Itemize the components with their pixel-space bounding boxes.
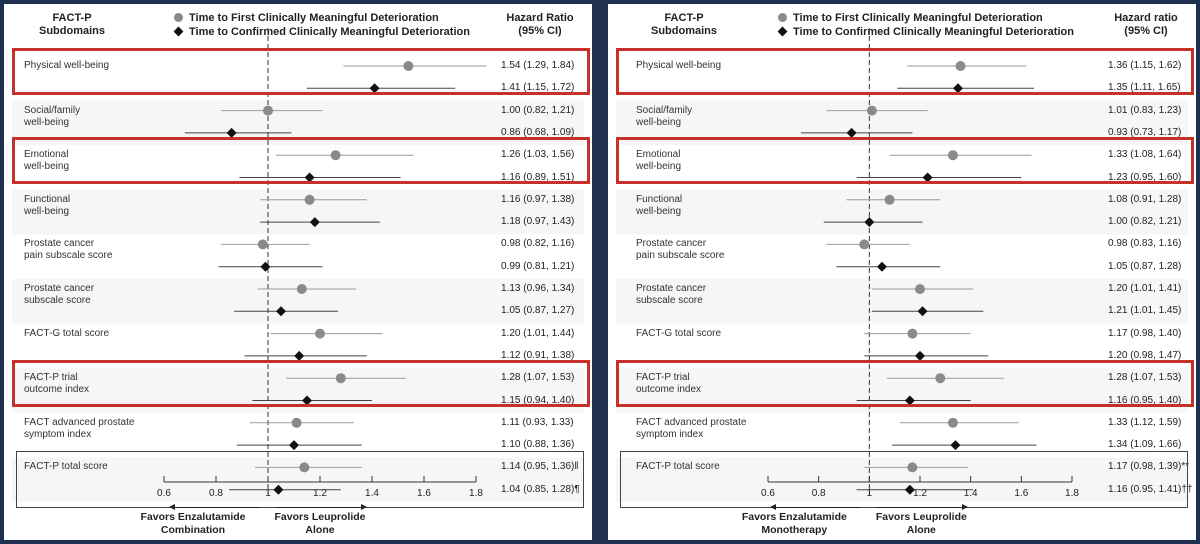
column-header-hazard-ratio: Hazard Ratio (95% CI): [506, 12, 574, 37]
row-label: Physical well-being: [24, 60, 110, 71]
confirmed-point: [877, 262, 887, 272]
first-hr-text: 0.98 (0.83, 1.16): [1108, 238, 1182, 250]
highlight-box: [616, 360, 1194, 407]
x-tick-label: 1.4: [963, 488, 978, 499]
favors-right-label: Favors Leuprolide Alone: [274, 511, 366, 536]
first-hr-text: 1.00 (0.82, 1.21): [501, 104, 575, 116]
x-tick-label: 0.8: [209, 488, 223, 499]
x-tick-label: 1: [265, 488, 271, 499]
row-label: Social/family well-being: [636, 104, 693, 128]
first-hr-text: 1.17 (0.98, 1.40): [1108, 327, 1182, 339]
confirmed-point: [950, 440, 960, 450]
total-score-box: [16, 451, 584, 508]
row-label: Functional well-being: [24, 193, 71, 217]
first-point: [292, 418, 302, 428]
highlight-box: [616, 137, 1194, 184]
confirmed-hr-text: 1.10 (0.88, 1.36): [501, 439, 575, 451]
confirmed-hr-text: 1.05 (0.87, 1.28): [1108, 260, 1182, 272]
first-point: [948, 418, 958, 428]
first-hr-text: 1.54 (1.29, 1.84): [501, 60, 575, 71]
x-tick-label: 1.6: [1014, 488, 1029, 499]
favors-left-label: Favors Enzalutamide Monotherapy: [741, 511, 847, 536]
first-point: [907, 329, 917, 339]
confirmed-hr-text: 1.21 (1.01, 1.45): [1108, 305, 1182, 317]
first-hr-text: 1.28 (1.07, 1.53): [1108, 372, 1182, 384]
row-label: Social/family well-being: [24, 104, 81, 128]
row-label: Prostate cancer pain subscale score: [24, 238, 113, 262]
x-tick-label: 0.8: [811, 488, 826, 499]
favors-left-arrow: [170, 507, 260, 508]
favors-left-label: Favors Enzalutamide Combination: [140, 511, 246, 536]
column-header-subdomains: FACT-P Subdomains: [650, 12, 717, 37]
first-hr-text: 1.11 (0.93, 1.33): [501, 416, 574, 428]
confirmed-hr-text: 1.18 (0.97, 1.43): [501, 216, 575, 228]
x-tick-label: 1.8: [1065, 488, 1079, 499]
highlight-box: [12, 137, 590, 184]
first-hr-text: 1.20 (1.01, 1.41): [1108, 283, 1182, 294]
first-point: [263, 106, 273, 116]
first-hr-text: 1.01 (0.83, 1.23): [1108, 104, 1182, 116]
row-label: FACT-P total score: [24, 461, 108, 473]
column-header-subdomains: FACT-P Subdomains: [38, 12, 105, 37]
first-point: [315, 329, 325, 339]
row-label: FACT-P total score: [636, 461, 720, 473]
forest-panel-combination: [4, 4, 592, 540]
first-hr-text: 1.17 (0.98, 1.39)**: [1108, 461, 1190, 473]
highlight-box: [616, 48, 1194, 95]
confirmed-hr-text: 1.16 (0.89, 1.51): [501, 171, 575, 183]
confirmed-hr-text: 1.12 (0.91, 1.38): [501, 349, 575, 361]
confirmed-point: [289, 440, 299, 450]
legend-label: Time to First Clinically Meaningful Deterioration: [189, 12, 439, 24]
first-hr-text: 1.36 (1.15, 1.62): [1108, 60, 1182, 71]
row-label: Prostate cancer pain subscale score: [636, 238, 725, 262]
legend-label: Time to Confirmed Clinically Meaningful Deterioration: [189, 26, 470, 38]
confirmed-hr-text: 1.20 (0.98, 1.47): [1108, 349, 1182, 361]
x-tick-label: 1.2: [913, 488, 927, 499]
confirmed-hr-text: 1.15 (0.94, 1.40): [501, 394, 575, 406]
confirmed-hr-text: 1.16 (0.95, 1.40): [1108, 394, 1182, 406]
favors-right-label: Favors Leuprolide Alone: [875, 511, 967, 536]
row-label: FACT-G total score: [24, 327, 110, 339]
row-label: Emotional well-being: [24, 149, 70, 173]
first-point: [297, 284, 307, 294]
forest-panel-monotherapy: [608, 4, 1196, 540]
first-point: [258, 239, 268, 249]
first-hr-text: 1.28 (1.07, 1.53): [501, 372, 575, 384]
x-tick-label: 1.2: [313, 488, 327, 499]
confirmed-hr-text: 1.04 (0.85, 1.28)¶: [501, 483, 580, 495]
legend-label: Time to Confirmed Clinically Meaningful Deterioration: [793, 26, 1074, 38]
confirmed-hr-text: 1.34 (1.09, 1.66): [1108, 439, 1182, 451]
row-label: Physical well-being: [636, 60, 722, 71]
confirmed-hr-text: 1.16 (0.95, 1.41)††: [1108, 483, 1193, 495]
x-tick-label: 1: [866, 488, 873, 499]
first-hr-text: 1.08 (0.91, 1.28): [1108, 193, 1182, 205]
favors-left-arrow: [771, 507, 861, 508]
confirmed-hr-text: 1.23 (0.95, 1.60): [1108, 171, 1182, 183]
first-hr-text: 1.16 (0.97, 1.38): [501, 193, 575, 205]
first-point: [305, 195, 315, 205]
first-hr-text: 1.33 (1.08, 1.64): [1108, 149, 1182, 161]
first-hr-text: 0.98 (0.82, 1.16): [501, 238, 575, 250]
confirmed-hr-text: 1.41 (1.15, 1.72): [501, 82, 575, 94]
row-label: Prostate cancer subscale score: [636, 283, 707, 306]
confirmed-hr-text: 0.99 (0.81, 1.21): [501, 260, 575, 272]
favors-right-arrow: [877, 507, 967, 508]
confirmed-hr-text: 1.35 (1.11, 1.65): [1108, 82, 1181, 94]
row-label: FACT-P trial outcome index: [24, 372, 90, 396]
first-hr-text: 1.13 (0.96, 1.34): [501, 283, 575, 294]
row-label: FACT-G total score: [636, 327, 722, 339]
first-hr-text: 1.26 (1.03, 1.56): [501, 149, 575, 161]
x-tick-label: 1.4: [365, 488, 379, 499]
confirmed-hr-text: 0.86 (0.68, 1.09): [501, 126, 575, 138]
total-score-box: [620, 451, 1188, 508]
row-label: FACT advanced prostate symptom index: [24, 416, 135, 440]
confirmed-hr-text: 1.05 (0.87, 1.27): [501, 305, 575, 317]
first-point: [859, 239, 869, 249]
first-hr-text: 1.14 (0.95, 1.36)‖: [501, 461, 579, 473]
favors-right-arrow: [276, 507, 366, 508]
row-label: Emotional well-being: [636, 149, 682, 173]
row-label: FACT advanced prostate symptom index: [636, 416, 747, 440]
first-hr-text: 1.33 (1.12, 1.59): [1108, 416, 1182, 428]
first-point: [915, 284, 925, 294]
row-label: Prostate cancer subscale score: [24, 283, 95, 306]
legend-label: Time to First Clinically Meaningful Deterioration: [793, 12, 1043, 24]
x-tick-label: 0.6: [157, 488, 171, 499]
highlight-box: [12, 48, 590, 95]
first-point: [867, 106, 877, 116]
first-point: [885, 195, 895, 205]
confirmed-point: [260, 262, 270, 272]
x-tick-label: 1.6: [417, 488, 431, 499]
x-tick-label: 1.8: [469, 488, 483, 499]
column-header-hazard-ratio: Hazard ratio (95% CI): [1114, 12, 1178, 37]
row-label: Functional well-being: [636, 193, 683, 217]
highlight-box: [12, 360, 590, 407]
x-tick-label: 0.6: [761, 488, 775, 499]
confirmed-hr-text: 0.93 (0.73, 1.17): [1108, 126, 1182, 138]
first-hr-text: 1.20 (1.01, 1.44): [501, 327, 575, 339]
confirmed-hr-text: 1.00 (0.82, 1.21): [1108, 216, 1182, 228]
row-label: FACT-P trial outcome index: [636, 372, 702, 396]
